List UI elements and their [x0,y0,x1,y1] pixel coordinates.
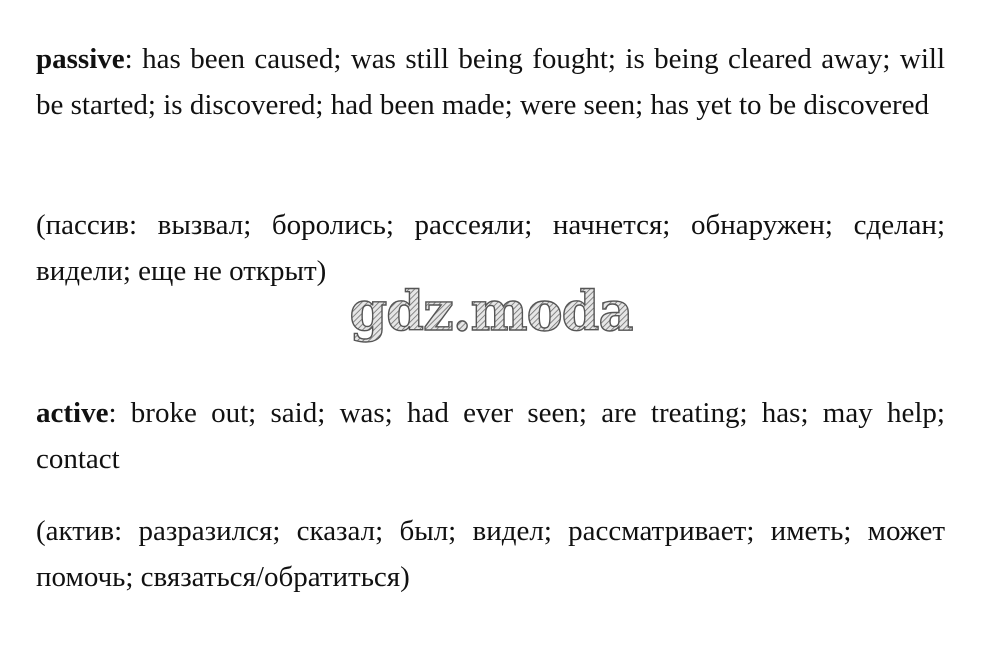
passive-translation-paragraph: (пассив: вызвал; боролись; рассеяли; начнется; обнаружен; сделан; видели; еще не открыт) [36,209,945,287]
active-term: active [36,397,109,429]
active-translation-paragraph: (актив: разразился; сказал; был; видел; рассматривает; иметь; может помочь; связаться/обратиться) [36,515,945,593]
watermark-text: gdz.moda [349,279,633,343]
passive-paragraph [36,36,945,128]
watermark-logo [346,278,636,350]
active-paragraph [36,390,945,482]
active-answer-text: : broke out; said; was; had ever seen; are treating; has; may help; contact [36,397,945,475]
passive-term: passive [36,43,125,75]
passive-answer-text: : has been caused; was still being fought; is being cleared away; will be started; is discovered; had been made; were seen; has yet to be discovered [36,43,945,121]
